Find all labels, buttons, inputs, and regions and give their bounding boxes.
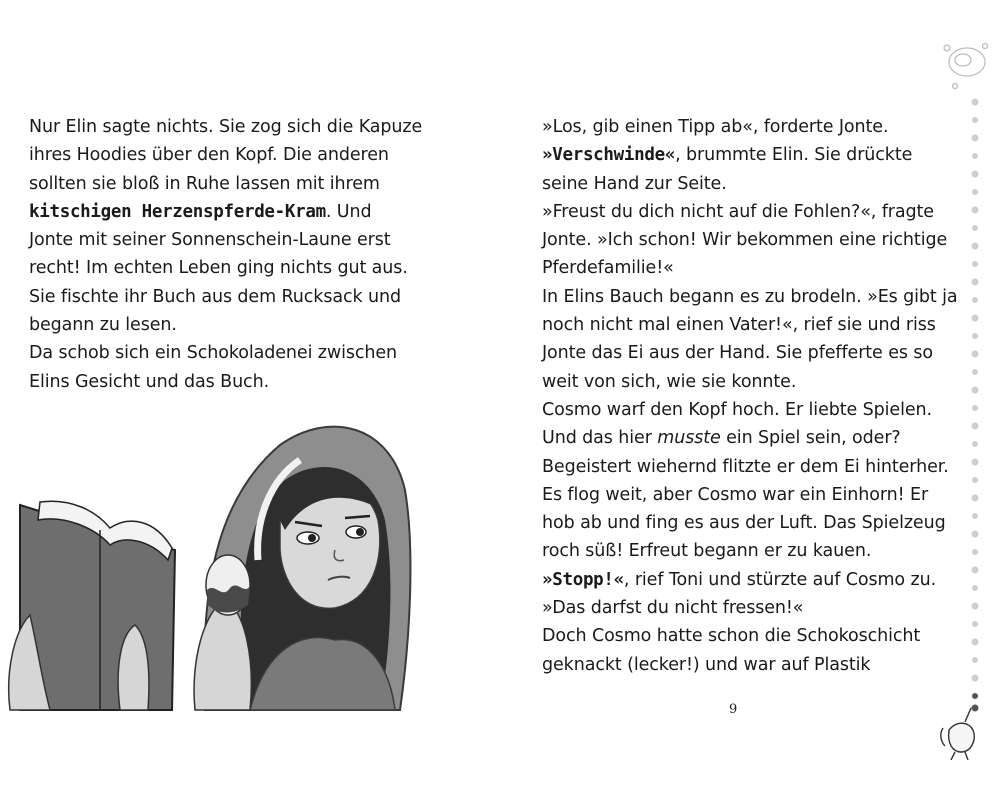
bubble-dots-unicorn-decoration-icon [935,40,1000,760]
text-line [29,170,422,198]
text-segment: , rief Toni und stürzte auf Cosmo zu. [623,569,937,590]
text-segment: Jonte das Ei aus der Hand. Sie pfefferte es so [542,343,933,364]
emphasized-text: »Stopp!« [542,569,624,590]
text-segment: Es flog weit, aber Cosmo war ein Einhorn! Er [542,484,929,505]
text-segment: Nur Elin sagte nichts. Sie zog sich die Kapuze [29,117,423,137]
text-line [542,141,958,169]
text-line [29,339,422,367]
text-segment: ihres Hoodies über den Kopf. Die anderen [29,145,389,166]
text-segment: sollten sie bloß in Ruhe lassen mit ihrem [29,173,380,194]
left-page-text [29,113,422,396]
text-line [542,566,958,594]
text-line [542,283,958,311]
text-line [29,226,422,254]
text-segment: geknackt (lecker!) und war auf Plastik [542,654,871,675]
text-segment: Cosmo warf den Kopf hoch. Er liebte Spielen. [542,399,932,420]
text-line [542,396,958,424]
text-segment: recht! Im echten Leben ging nichts gut aus. [29,258,408,279]
text-segment: hob ab und fing es aus der Luft. Das Spielzeug [542,513,946,534]
text-line [29,368,422,396]
text-line [542,424,958,452]
text-line [542,537,958,565]
text-line [542,453,958,481]
text-line [29,198,422,226]
text-line [29,141,422,169]
text-line [542,509,958,537]
text-line [542,198,958,226]
text-segment: »Das darfst du nicht fressen!« [542,598,804,619]
text-segment: Und das hier [542,428,658,449]
text-segment: Sie fischte ihr Buch aus dem Rucksack und [29,286,401,307]
text-segment: Jonte mit seiner Sonnenschein-Laune erst [29,230,391,251]
text-segment: . Und [325,201,372,222]
text-segment: »Los, gib einen Tipp ab«, forderte Jonte. [542,117,889,137]
text-line [542,254,958,282]
text-segment: Jonte. »Ich schon! Wir bekommen eine richtige [542,230,948,251]
text-segment: weit von sich, wie sie konnte. [542,371,797,392]
text-segment: , brummte Elin. Sie drückte [675,145,913,166]
text-segment: Doch Cosmo hatte schon die Schokoschicht [542,626,921,647]
emphasized-text: »Verschwinde« [542,145,676,166]
text-line [542,226,958,254]
girl-reading-illustration-icon [0,410,420,720]
text-line [542,651,958,679]
text-segment: noch nicht mal einen Vater!«, rief sie und riss [542,315,936,336]
text-segment: Elins Gesicht und das Buch. [29,371,270,392]
text-line [542,622,958,650]
text-line [29,113,422,141]
text-segment: seine Hand zur Seite. [542,173,727,194]
text-line [542,311,958,339]
text-line [542,368,958,396]
text-segment: Pferdefamilie!« [542,258,674,279]
text-line [29,283,422,311]
page-number: 9 [729,702,738,717]
text-segment: Da schob sich ein Schokoladenei zwischen [29,343,398,364]
text-segment: roch süß! Erfreut begann er zu kauen. [542,541,872,562]
text-line [29,254,422,282]
text-line [542,481,958,509]
text-line [542,339,958,367]
italic-text: musste [657,428,721,449]
text-segment: »Freust du dich nicht auf die Fohlen?«, fragte [542,201,934,222]
text-segment: Begeistert wiehernd flitzte er dem Ei hinterher. [542,456,949,477]
text-line [29,311,422,339]
text-segment: ein Spiel sein, oder? [720,428,901,449]
text-segment: begann zu lesen. [29,315,177,336]
text-line [542,594,958,622]
right-page-text [542,113,958,679]
text-line [542,113,958,141]
text-line [542,170,958,198]
emphasized-text: kitschigen Herzenspferde-Kram [29,201,326,222]
text-segment: In Elins Bauch begann es zu brodeln. »Es gibt ja [542,286,958,307]
